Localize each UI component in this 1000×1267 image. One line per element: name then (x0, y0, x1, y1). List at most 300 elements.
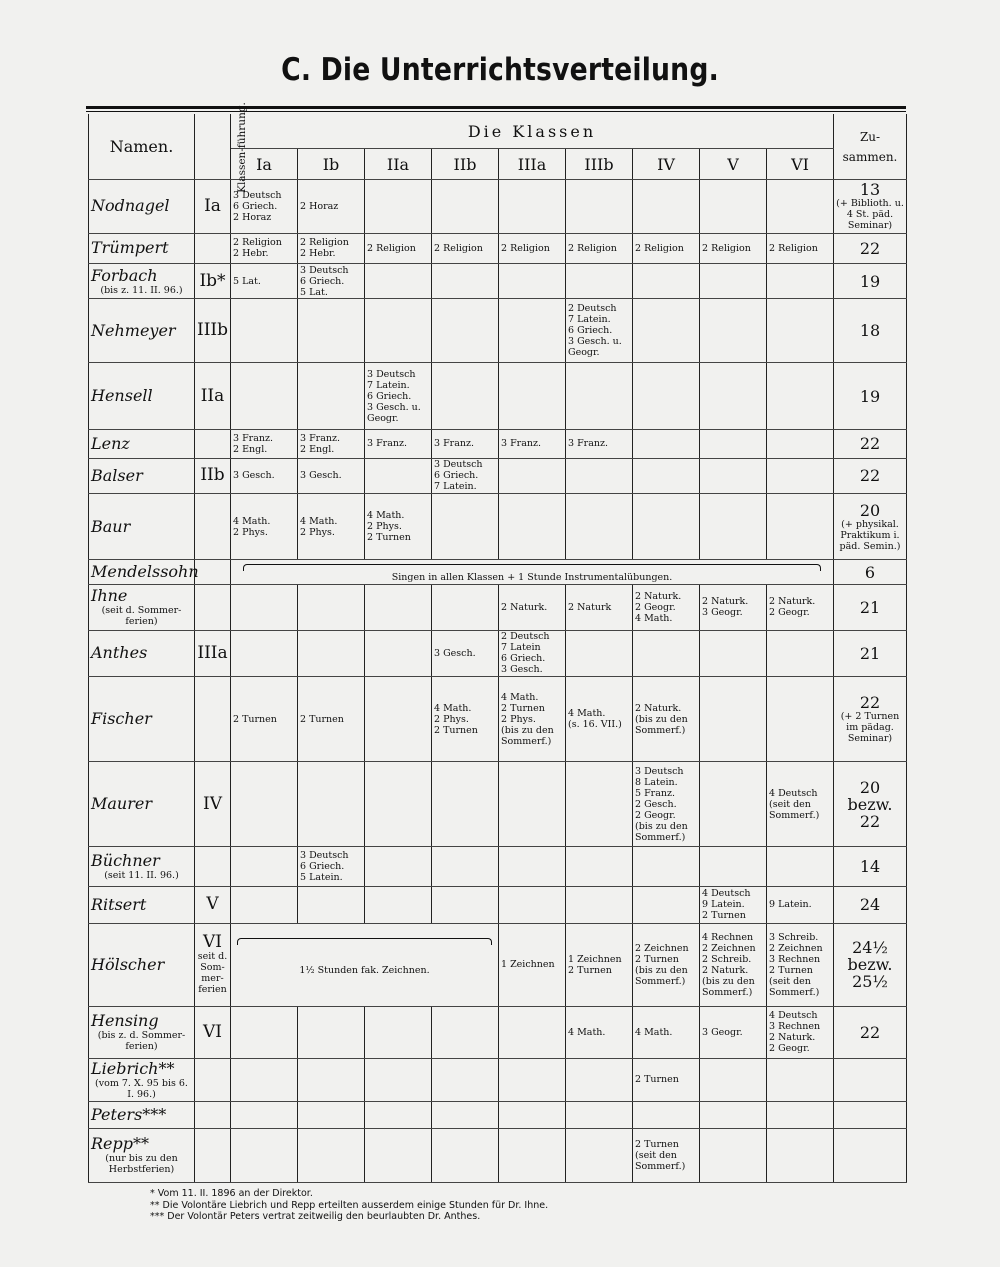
lesson-cell (633, 493, 700, 559)
lesson-cell (231, 1102, 298, 1129)
lesson-cell (700, 847, 767, 886)
lesson-cell (566, 1128, 633, 1182)
teacher-name-note: (seit 11. II. 96.) (104, 869, 179, 881)
lesson-cell (633, 299, 700, 363)
teacher-name-note: (nur bis zu den Herbstferien) (105, 1153, 178, 1176)
lesson-cell: 2 Naturk. 3 Geogr. (700, 585, 767, 631)
lesson-cell: 2 Religion 2 Hebr. (231, 233, 298, 263)
top-rule-thin (86, 111, 906, 112)
total-value: 22 (859, 434, 881, 454)
lesson-cell: 3 Franz. 2 Engl. (298, 429, 365, 458)
lesson-cell: 3 Franz. (432, 429, 499, 458)
class-lead-cell (195, 1058, 231, 1102)
class-lead-cell (195, 560, 231, 585)
header-zusammen: Zu-sammen. (834, 114, 907, 180)
teacher-name: Nodnagel (91, 196, 170, 216)
lesson-cell (499, 263, 566, 298)
drawing-text: 1½ Stunden fak. Zeichnen. (299, 965, 430, 977)
lesson-cell (700, 299, 767, 363)
teacher-name-cell (89, 458, 195, 493)
header-class-IIIa: IIIa (499, 149, 566, 180)
lesson-cell (633, 429, 700, 458)
table-row (89, 458, 907, 493)
lesson-cell: 3 Franz. (566, 429, 633, 458)
header-class-IIb: IIb (432, 149, 499, 180)
table-row (89, 263, 907, 298)
lesson-cell: 4 Deutsch (seit den Sommerf.) (767, 762, 834, 847)
lesson-cell: 4 Deutsch 9 Latein. 2 Turnen (700, 886, 767, 923)
lesson-cell: 3 Deutsch 8 Latein. 5 Franz. 2 Gesch. 2 Geogr. (bis zu den Sommerf.) (633, 762, 700, 847)
total-value: 19 (859, 386, 881, 406)
class-lead-cell (195, 233, 231, 263)
lesson-cell (700, 1102, 767, 1129)
lesson-cell (365, 263, 432, 298)
teacher-name: Baur (91, 516, 131, 536)
lesson-cell: 4 Rechnen 2 Zeichnen 2 Schreib. 2 Naturk. (bis zu den Sommerf.) (700, 923, 767, 1006)
lesson-cell (365, 458, 432, 493)
lesson-cell (298, 762, 365, 847)
teacher-name-cell (89, 1058, 195, 1102)
lesson-cell (767, 493, 834, 559)
lesson-cell (700, 630, 767, 677)
lesson-cell (298, 1006, 365, 1058)
lesson-cell: 3 Franz. (499, 429, 566, 458)
total-value: 22 (859, 1022, 881, 1042)
lesson-cell (767, 458, 834, 493)
lesson-cell: 2 Religion (633, 233, 700, 263)
header-class-IIIb: IIIb (566, 149, 633, 180)
table-row (89, 1102, 907, 1129)
lesson-cell: 2 Religion (365, 233, 432, 263)
lesson-cell (365, 1058, 432, 1102)
class-lead: Ia (204, 195, 221, 216)
teacher-name-cell (89, 1128, 195, 1182)
lesson-cell (231, 886, 298, 923)
footnote-3: *** Der Volontär Peters vertrat zeitweilig den beurlaubten Dr. Anthes. (150, 1211, 481, 1222)
lesson-cell (231, 1128, 298, 1182)
table-row (89, 493, 907, 559)
class-lead-cell (195, 263, 231, 298)
class-lead: IIa (200, 385, 225, 406)
total-value: 22 (859, 238, 881, 258)
teacher-name: Hensing (91, 1011, 159, 1031)
singing-span-cell (231, 560, 834, 585)
teacher-name: Balser (91, 465, 143, 485)
lesson-cell: 1 Zeichnen (499, 923, 566, 1006)
lesson-cell (700, 458, 767, 493)
lesson-cell (633, 630, 700, 677)
teacher-name: Anthes (91, 643, 148, 663)
table-row (89, 585, 907, 631)
lesson-cell (700, 1058, 767, 1102)
lesson-cell (365, 180, 432, 234)
lesson-cell: 3 Deutsch 6 Griech. 7 Latein. (432, 458, 499, 493)
total-cell (834, 180, 907, 234)
class-lead-cell (195, 299, 231, 363)
lesson-cell (566, 630, 633, 677)
total-value: 22 (859, 693, 881, 713)
lesson-cell: 3 Gesch. (231, 458, 298, 493)
teacher-name-cell (89, 886, 195, 923)
total-cell (834, 677, 907, 762)
lesson-cell (499, 299, 566, 363)
total-cell (834, 493, 907, 559)
total-cell (834, 299, 907, 363)
table-row (89, 847, 907, 886)
teacher-name: Hölscher (91, 954, 165, 974)
table-row (89, 762, 907, 847)
lesson-cell (499, 1006, 566, 1058)
total-value: 13 (859, 180, 881, 200)
teacher-name-cell (89, 299, 195, 363)
class-lead-cell (195, 1102, 231, 1129)
lesson-cell (633, 180, 700, 234)
teacher-name-note: (bis z. 11. II. 96.) (100, 284, 183, 296)
lesson-cell (432, 493, 499, 559)
lesson-cell (499, 1102, 566, 1129)
teacher-name-note: (seit d. Sommer-ferien) (101, 605, 182, 628)
total-cell (834, 233, 907, 263)
lesson-cell: 2 Turnen (231, 677, 298, 762)
class-lead-cell (195, 493, 231, 559)
teacher-name: Trümpert (91, 238, 169, 258)
total-cell (834, 1006, 907, 1058)
class-lead-cell (195, 886, 231, 923)
lesson-cell (231, 299, 298, 363)
lesson-cell (231, 1006, 298, 1058)
lesson-cell (700, 677, 767, 762)
table-row (89, 1058, 907, 1102)
table-row (89, 299, 907, 363)
lesson-cell: 3 Schreib. 2 Zeichnen 3 Rechnen 2 Turnen (seit den Sommerf.) (767, 923, 834, 1006)
lesson-cell (298, 363, 365, 429)
lesson-cell: 3 Franz. (365, 429, 432, 458)
table-row (89, 1006, 907, 1058)
lesson-cell (767, 630, 834, 677)
lesson-cell (566, 762, 633, 847)
teacher-name-cell (89, 677, 195, 762)
lesson-cell: 9 Latein. (767, 886, 834, 923)
lesson-cell (432, 847, 499, 886)
table-row (89, 1128, 907, 1182)
lesson-cell: 4 Deutsch 3 Rechnen 2 Naturk. 2 Geogr. (767, 1006, 834, 1058)
lesson-cell (365, 762, 432, 847)
class-lead: VI (203, 932, 222, 953)
teaching-table (88, 101, 907, 1183)
lesson-cell (767, 1102, 834, 1129)
lesson-cell (432, 263, 499, 298)
class-lead-cell (195, 630, 231, 677)
total-cell (834, 363, 907, 429)
table-row (89, 630, 907, 677)
span-brace (237, 938, 492, 945)
lesson-cell (298, 1102, 365, 1129)
lesson-cell: 2 Naturk (566, 585, 633, 631)
lesson-cell (365, 677, 432, 762)
header-klassenfuehrung: Klassen-führung. (195, 114, 231, 180)
teacher-name: Fischer (91, 709, 152, 729)
lesson-cell: 2 Religion (499, 233, 566, 263)
lesson-cell: 4 Math. 2 Phys. 2 Turnen (365, 493, 432, 559)
total-cell (834, 1058, 907, 1102)
header-die-klassen: Die Klassen (231, 114, 834, 149)
total-cell (834, 762, 907, 847)
lesson-cell: 3 Deutsch 6 Griech. 2 Horaz (231, 180, 298, 234)
lesson-cell (365, 886, 432, 923)
lesson-cell: 2 Naturk. 2 Geogr. (767, 585, 834, 631)
total-cell (834, 585, 907, 631)
teacher-name-cell (89, 429, 195, 458)
teacher-name-cell (89, 233, 195, 263)
total-value: 21 (859, 643, 881, 663)
lesson-cell (298, 886, 365, 923)
lesson-cell (432, 363, 499, 429)
lesson-cell (432, 180, 499, 234)
lesson-cell (499, 458, 566, 493)
lesson-cell: 3 Geogr. (700, 1006, 767, 1058)
singing-text: Singen in allen Klassen + 1 Stunde Instrumentalübungen. (391, 571, 673, 583)
lesson-cell (499, 493, 566, 559)
table-row (89, 363, 907, 429)
table-row (89, 233, 907, 263)
teacher-name-cell (89, 263, 195, 298)
teacher-name-cell (89, 1006, 195, 1058)
lesson-cell: 3 Deutsch 6 Griech. 5 Latein. (298, 847, 365, 886)
lesson-cell (700, 429, 767, 458)
teacher-name: Liebrich** (91, 1058, 175, 1078)
header-row-1 (89, 114, 907, 149)
class-lead-cell (195, 1128, 231, 1182)
table-row (89, 180, 907, 234)
table-row (89, 886, 907, 923)
class-lead: V (206, 894, 219, 915)
header-class-IV: IV (633, 149, 700, 180)
table-row (89, 429, 907, 458)
lesson-cell: 4 Math. (566, 1006, 633, 1058)
lesson-cell: 2 Religion (432, 233, 499, 263)
header-class-IIa: IIa (365, 149, 432, 180)
total-cell (834, 1102, 907, 1129)
teacher-name: Hensell (91, 386, 153, 406)
teacher-name-note: (vom 7. X. 95 bis 6. I. 96.) (95, 1077, 188, 1100)
total-cell (834, 263, 907, 298)
class-lead-cell (195, 429, 231, 458)
teacher-name-cell (89, 630, 195, 677)
class-lead-cell (195, 585, 231, 631)
lesson-cell (499, 886, 566, 923)
total-value: 22 (859, 466, 881, 486)
lesson-cell (566, 363, 633, 429)
total-cell (834, 429, 907, 458)
lesson-cell (499, 762, 566, 847)
lesson-cell (566, 847, 633, 886)
total-cell (834, 847, 907, 886)
lesson-cell (767, 677, 834, 762)
lesson-cell (633, 363, 700, 429)
teacher-name-cell (89, 847, 195, 886)
lesson-cell (566, 886, 633, 923)
lesson-cell (298, 299, 365, 363)
lesson-cell: 2 Turnen (633, 1058, 700, 1102)
lesson-cell (566, 180, 633, 234)
lesson-cell: 1 Zeichnen 2 Turnen (566, 923, 633, 1006)
lesson-cell (700, 363, 767, 429)
lesson-cell (767, 429, 834, 458)
lesson-cell (566, 493, 633, 559)
teacher-name: Nehmeyer (91, 320, 176, 340)
drawing-span-cell (231, 923, 499, 1006)
teacher-name: Maurer (91, 794, 152, 814)
table-row (89, 923, 907, 1006)
lesson-cell (231, 630, 298, 677)
lesson-cell: 2 Horaz (298, 180, 365, 234)
lesson-cell (365, 847, 432, 886)
class-lead-cell (195, 762, 231, 847)
teacher-name-note: (bis z. d. Sommer-ferien) (97, 1030, 186, 1053)
lesson-cell (767, 1058, 834, 1102)
lesson-cell (231, 847, 298, 886)
lesson-cell (231, 363, 298, 429)
lesson-cell: 4 Math. (633, 1006, 700, 1058)
lesson-cell: 2 Religion 2 Hebr. (298, 233, 365, 263)
header-class-VI: VI (767, 149, 834, 180)
lesson-cell: 4 Math. (s. 16. VII.) (566, 677, 633, 762)
teacher-name: Forbach (91, 265, 158, 285)
lesson-cell (432, 1058, 499, 1102)
teacher-name: Büchner (91, 850, 160, 870)
lesson-cell (633, 263, 700, 298)
lesson-cell: 3 Franz. 2 Engl. (231, 429, 298, 458)
lesson-cell (298, 1058, 365, 1102)
lesson-cell: 4 Math. 2 Phys. (298, 493, 365, 559)
header-names: Namen. (89, 114, 195, 180)
teacher-name: Ihne (91, 586, 128, 606)
header-class-Ib: Ib (298, 149, 365, 180)
page-title: C. Die Unterrichtsverteilung. (281, 52, 719, 88)
total-value: 24 (859, 895, 881, 915)
lesson-cell: 5 Lat. (231, 263, 298, 298)
footnotes (150, 1188, 548, 1223)
lesson-cell (499, 363, 566, 429)
teacher-name-cell (89, 493, 195, 559)
class-lead-cell (195, 1006, 231, 1058)
lesson-cell: 4 Math. 2 Turnen 2 Phys. (bis zu den Sommerf.) (499, 677, 566, 762)
lesson-cell (298, 630, 365, 677)
class-lead: IIIb (197, 320, 229, 341)
lesson-cell (700, 180, 767, 234)
total-cell (834, 458, 907, 493)
lesson-cell (700, 1128, 767, 1182)
lesson-cell (432, 1006, 499, 1058)
lesson-cell (365, 630, 432, 677)
top-rule (86, 106, 906, 109)
total-cell (834, 560, 907, 585)
lesson-cell: 2 Deutsch 7 Latein. 6 Griech. 3 Gesch. u. Geogr. (566, 299, 633, 363)
header-class-Ia: Ia (231, 149, 298, 180)
lesson-cell (432, 762, 499, 847)
lesson-cell: 3 Gesch. (432, 630, 499, 677)
class-lead-cell (195, 923, 231, 1006)
teacher-name: Ritsert (91, 894, 147, 914)
total-value: 18 (859, 321, 881, 341)
class-lead: IIIa (197, 642, 228, 663)
teacher-name-cell (89, 762, 195, 847)
teacher-name-cell (89, 180, 195, 234)
lesson-cell (298, 585, 365, 631)
lesson-cell (365, 1128, 432, 1182)
lesson-cell (432, 1128, 499, 1182)
class-lead-cell (195, 180, 231, 234)
lesson-cell: 2 Naturk. (499, 585, 566, 631)
lesson-cell (566, 1058, 633, 1102)
total-cell (834, 886, 907, 923)
class-lead: Ib* (199, 270, 226, 291)
lesson-cell: 3 Deutsch 6 Griech. 5 Lat. (298, 263, 365, 298)
lesson-cell (365, 585, 432, 631)
header-class-V: V (700, 149, 767, 180)
total-note: (+ Biblioth. u. 4 St. päd. Seminar) (836, 198, 904, 232)
lesson-cell (432, 585, 499, 631)
teacher-name-cell (89, 585, 195, 631)
lesson-cell (365, 299, 432, 363)
total-value: 14 (859, 856, 881, 876)
total-cell (834, 630, 907, 677)
teacher-name-cell (89, 560, 199, 585)
class-lead-cell (195, 363, 231, 429)
lesson-cell (767, 1128, 834, 1182)
teacher-name: Mendelssohn (91, 562, 199, 582)
total-value: 20 bezw. 22 (847, 777, 893, 831)
lesson-cell: 2 Zeichnen 2 Turnen (bis zu den Sommerf.) (633, 923, 700, 1006)
class-lead: IV (203, 793, 222, 814)
lesson-cell (231, 762, 298, 847)
total-cell (834, 1128, 907, 1182)
lesson-cell: 2 Religion (566, 233, 633, 263)
lesson-cell (231, 585, 298, 631)
footnote-1: * Vom 11. II. 1896 an der Direktor. (150, 1188, 313, 1199)
lesson-cell (499, 1128, 566, 1182)
teacher-name: Repp** (91, 1134, 149, 1154)
lesson-cell (499, 180, 566, 234)
lesson-cell (298, 1128, 365, 1182)
lesson-cell (432, 299, 499, 363)
class-lead-cell (195, 458, 231, 493)
total-note: (+ physikal. Praktikum i. päd. Semin.) (839, 518, 901, 552)
lesson-cell (633, 847, 700, 886)
lesson-cell (633, 1102, 700, 1129)
teacher-name-cell (89, 1102, 195, 1129)
lesson-cell (566, 263, 633, 298)
lesson-cell: 2 Turnen (seit den Sommerf.) (633, 1128, 700, 1182)
teacher-name: Peters*** (91, 1105, 167, 1125)
lesson-cell (231, 1058, 298, 1102)
class-lead-note: seit d. Som-mer-ferien (197, 951, 228, 996)
lesson-cell (566, 1102, 633, 1129)
lesson-cell (566, 458, 633, 493)
lesson-cell (432, 886, 499, 923)
lesson-cell (767, 299, 834, 363)
lesson-cell (365, 1102, 432, 1129)
total-value: 24½ bezw. 25½ (847, 938, 893, 992)
class-lead: VI (203, 1021, 222, 1042)
lesson-cell (700, 263, 767, 298)
lesson-cell: 3 Deutsch 7 Latein. 6 Griech. 3 Gesch. u. Geogr. (365, 363, 432, 429)
lesson-cell: 2 Religion (767, 233, 834, 263)
span-brace (243, 564, 821, 571)
lesson-cell: 2 Naturk. (bis zu den Sommerf.) (633, 677, 700, 762)
lesson-cell (767, 363, 834, 429)
lesson-cell (499, 847, 566, 886)
